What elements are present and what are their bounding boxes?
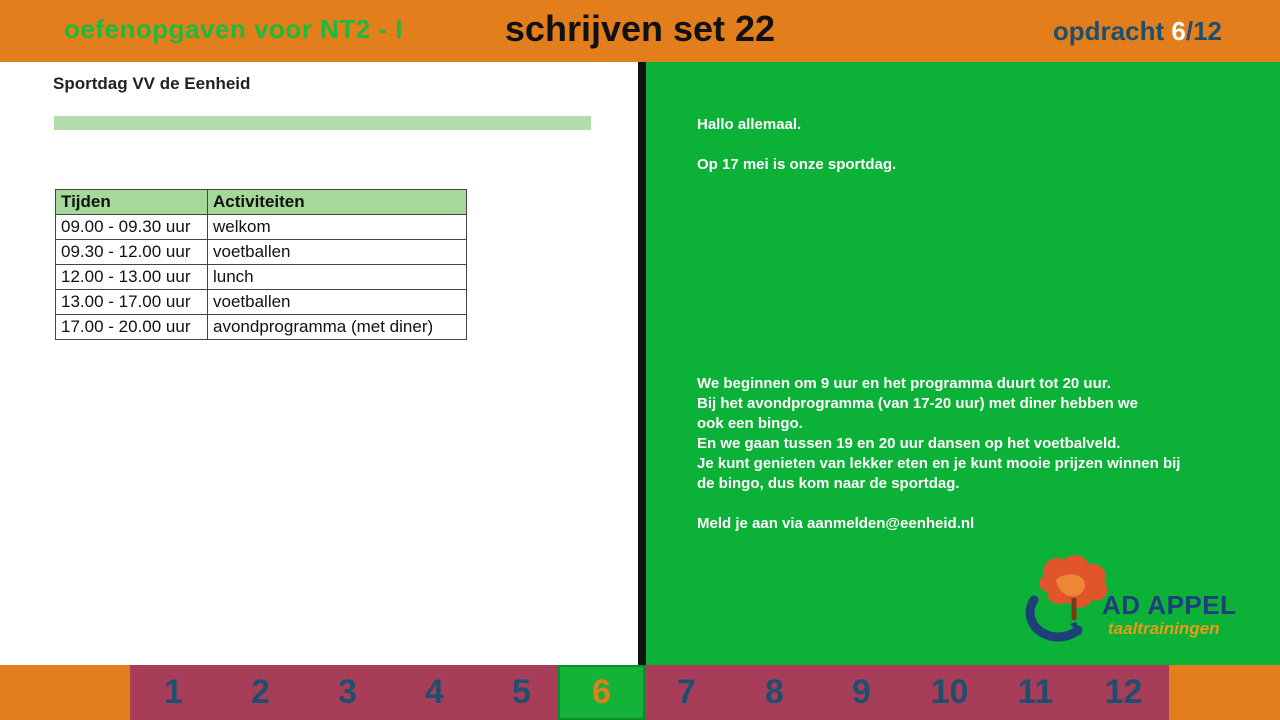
- message-body-line: de bingo, dus kom naar de sportdag.: [697, 475, 960, 492]
- table-row: [56, 215, 467, 240]
- message-body-line: En we gaan tussen 19 en 20 uur dansen op het voetbalveld.: [697, 435, 1121, 452]
- logo-name: AD APPEL: [1102, 590, 1237, 620]
- nav-item-11[interactable]: 11: [1017, 673, 1054, 711]
- table-row: [56, 315, 467, 340]
- table-cell-time: 13.00 - 17.00 uur: [56, 290, 208, 315]
- answer-bar: [54, 116, 591, 130]
- message-body-line: Je kunt genieten van lekker eten en je kunt mooie prijzen winnen bij: [697, 455, 1181, 472]
- assignment-current: 6: [1171, 16, 1186, 46]
- table-cell-activity: voetballen: [208, 290, 467, 315]
- column-header-times: Tijden: [56, 190, 208, 215]
- assignment-total: /12: [1185, 16, 1222, 46]
- message-intro: Op 17 mei is onze sportdag.: [697, 156, 897, 173]
- nav-item-6-active[interactable]: 6: [558, 665, 645, 720]
- panel-divider: [638, 62, 646, 665]
- message-signup: Meld je aan via aanmelden@eenheid.nl: [697, 515, 975, 532]
- table-row: [56, 240, 467, 265]
- table-cell-activity: voetballen: [208, 240, 467, 265]
- table-header-row: [56, 190, 467, 215]
- nav-item-7[interactable]: 7: [677, 673, 696, 711]
- header-bar: [0, 0, 1280, 62]
- message-body-line: Bij het avondprogramma (van 17-20 uur) met diner hebben we: [697, 395, 1138, 412]
- nav-item-8[interactable]: 8: [765, 673, 784, 711]
- message-body-line: We beginnen om 9 uur en het programma duurt tot 20 uur.: [697, 375, 1111, 392]
- column-header-activities: Activiteiten: [208, 190, 467, 215]
- assignment-counter: [1053, 16, 1222, 47]
- message-body-line: ook een bingo.: [697, 415, 803, 432]
- assignment-nav-strip: [130, 665, 1169, 720]
- course-title: oefenopgaven voor NT2 - I: [64, 14, 403, 44]
- table-cell-time: 09.00 - 09.30 uur: [56, 215, 208, 240]
- table-cell-activity: welkom: [208, 215, 467, 240]
- logo-subtitle: taaltrainingen: [1108, 619, 1220, 638]
- message-greeting: Hallo allemaal.: [697, 116, 802, 133]
- nav-item-9[interactable]: 9: [852, 673, 871, 711]
- schedule-table: [55, 189, 467, 340]
- nav-item-4[interactable]: 4: [425, 673, 444, 711]
- table-cell-time: 09.30 - 12.00 uur: [56, 240, 208, 265]
- table-cell-activity: lunch: [208, 265, 467, 290]
- assignment-nav: [0, 665, 1280, 720]
- nav-item-12[interactable]: 12: [1104, 673, 1143, 711]
- nav-item-2[interactable]: 2: [251, 673, 270, 711]
- table-row: [56, 290, 467, 315]
- document-panel: [0, 62, 638, 665]
- table-cell-time: 12.00 - 13.00 uur: [56, 265, 208, 290]
- set-title: schrijven set 22: [504, 8, 776, 49]
- document-title: Sportdag VV de Eenheid: [53, 74, 251, 93]
- nav-item-1[interactable]: 1: [164, 673, 183, 711]
- assignment-label: opdracht: [1052, 16, 1165, 46]
- nav-item-3[interactable]: 3: [338, 673, 357, 711]
- nav-item-5[interactable]: 5: [512, 673, 531, 711]
- table-cell-time: 17.00 - 20.00 uur: [56, 315, 208, 340]
- table-cell-activity: avondprogramma (met diner): [208, 315, 467, 340]
- ad-appel-logo: [1022, 550, 1262, 645]
- table-row: [56, 265, 467, 290]
- nav-item-10[interactable]: 10: [930, 673, 969, 711]
